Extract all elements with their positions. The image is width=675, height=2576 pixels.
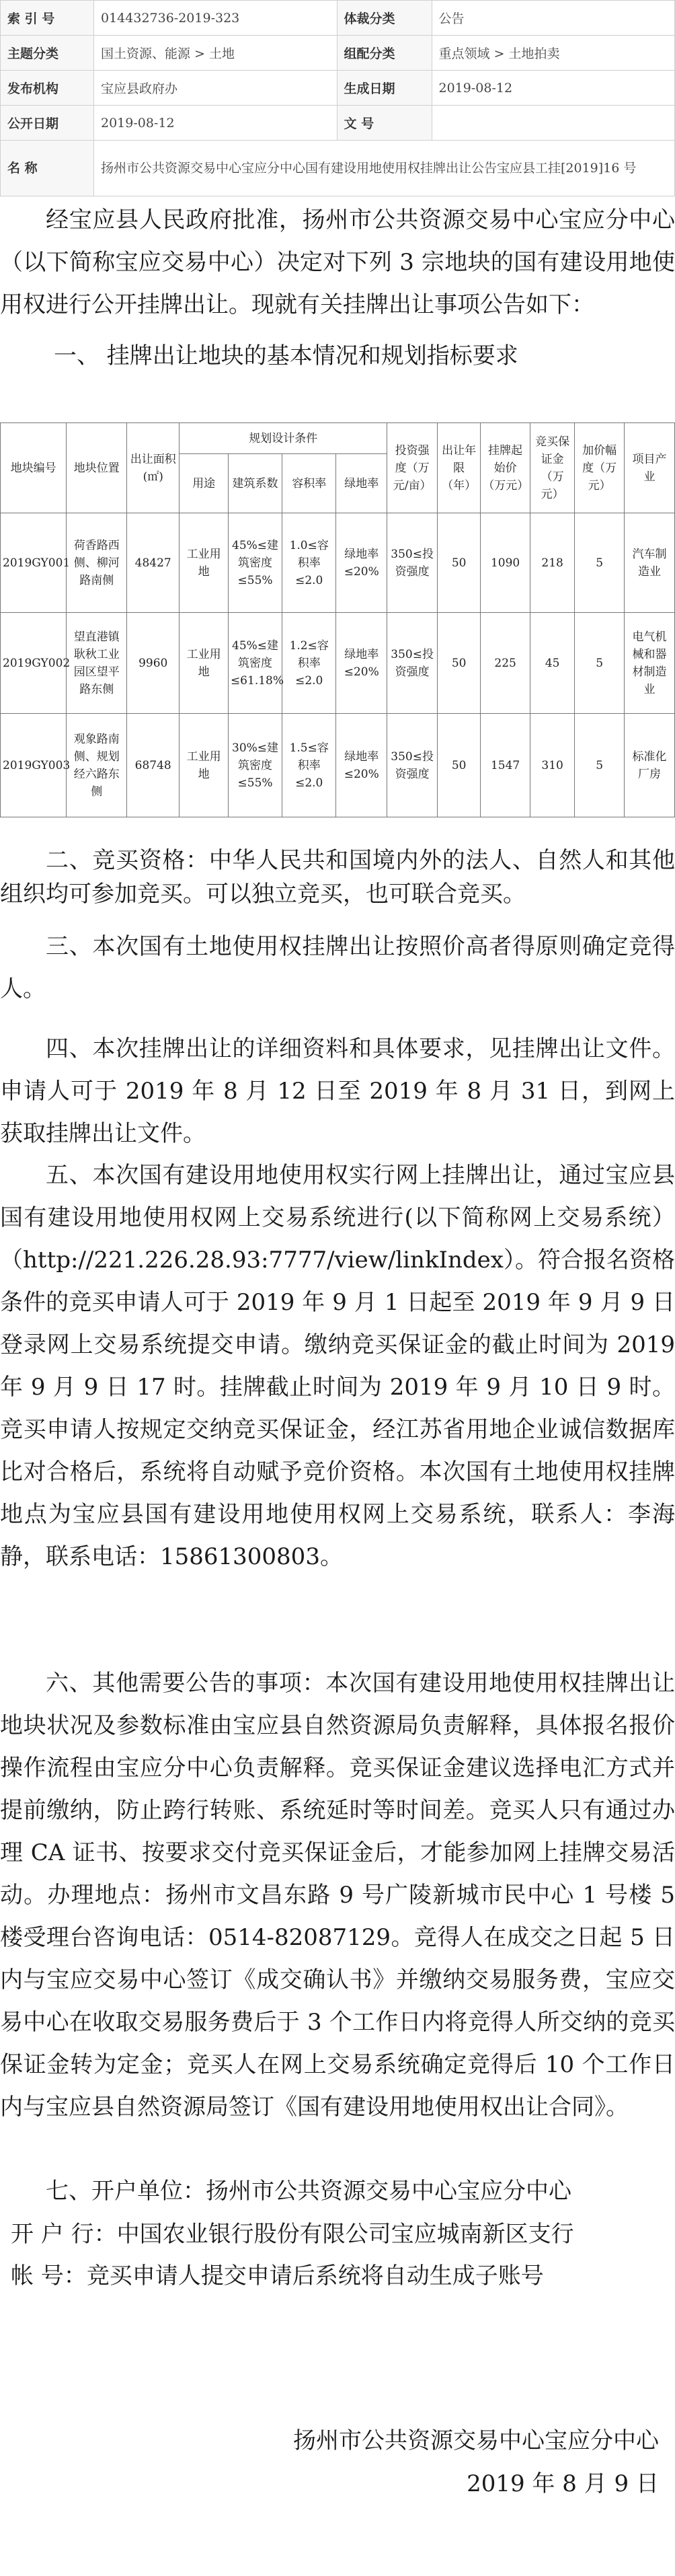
cell-id: 2019GY001 (1, 513, 67, 613)
cell-use: 工业用地 (180, 714, 229, 817)
cell-far: 1.5≤容积率≤2.0 (282, 714, 336, 817)
table-row (1, 613, 675, 714)
cell-use: 工业用地 (180, 613, 229, 714)
category-value: 公告 (432, 1, 675, 36)
cell-id: 2019GY002 (1, 613, 67, 714)
cell-start-price: 1547 (481, 714, 530, 817)
name-label: 名 称 (1, 141, 94, 196)
publisher-label: 发布机构 (1, 71, 94, 106)
cell-density: 45%≤建筑密度≤55% (228, 513, 282, 613)
cell-density: 45%≤建筑密度≤61.18% (228, 613, 282, 714)
bank-value: 中国农业银行股份有限公司宝应城南新区支行 (116, 2221, 574, 2248)
cell-green: 绿地率≤20% (336, 613, 387, 714)
header-deposit: 竞买保证金（万元） (530, 423, 575, 513)
cell-green: 绿地率≤20% (336, 513, 387, 613)
header-id: 地块编号 (1, 423, 67, 513)
cell-deposit: 310 (530, 714, 575, 817)
cell-id: 2019GY003 (1, 714, 67, 817)
cell-deposit: 45 (530, 613, 575, 714)
created-label: 生成日期 (337, 71, 432, 106)
created-value: 2019-08-12 (432, 71, 675, 106)
cell-invest: 350≤投资强度 (387, 613, 438, 714)
cell-increment: 5 (575, 613, 625, 714)
topic-label: 主题分类 (1, 36, 94, 71)
table-row (1, 513, 675, 613)
name-value: 扬州市公共资源交易中心宝应分中心国有建设用地使用权挂牌出让公告宝应县工挂[2019]16 号 (94, 141, 675, 196)
index-value: 014432736-2019-323 (94, 1, 338, 36)
header-density: 建筑系数 (228, 454, 282, 513)
intro-paragraph: 经宝应县人民政府批准，扬州市公共资源交易中心宝应分中心（以下简称宝应交易中心）决定对下列 3 宗地块的国有建设用地使用权进行公开挂牌出让。现就有关挂牌出让事项公告如下： (0, 207, 675, 318)
cell-location: 观象路南侧、规划经六路东侧 (67, 714, 127, 817)
account-label: 帐 号： (11, 2262, 87, 2289)
cell-invest: 350≤投资强度 (387, 714, 438, 817)
index-label: 索 引 号 (1, 1, 94, 36)
pubdate-value: 2019-08-12 (94, 106, 338, 141)
section-4-paragraph: 四、本次挂牌出让的详细资料和具体要求，见挂牌出让文件。申请人可于 2019 年 8 月 12 日至 2019 年 8 月 31 日，到网上获取挂牌出让文件。 (0, 1035, 675, 1147)
header-plan: 规划设计条件 (180, 423, 387, 454)
cell-start-price: 1090 (481, 513, 530, 613)
cell-area: 68748 (127, 714, 180, 817)
header-area: 出让面积(㎡) (127, 423, 180, 513)
docno-label: 文 号 (337, 106, 432, 141)
cell-industry: 电气机械和器材制造业 (625, 613, 675, 714)
category-label: 体裁分类 (337, 1, 432, 36)
section-2-paragraph: 二、竞买资格：中华人民共和国境内外的法人、自然人和其他组织均可参加竞买。可以独立竞买，也可联合竞买。 (0, 847, 675, 908)
header-location: 地块位置 (67, 423, 127, 513)
section-1-heading: 一、 挂牌出让地块的基本情况和规划指标要求 (54, 342, 518, 369)
meta-table (0, 0, 675, 196)
section-7-paragraph: 七、开户单位：扬州市公共资源交易中心宝应分中心 (46, 2178, 571, 2205)
cell-start-price: 225 (481, 613, 530, 714)
cell-far: 1.0≤容积率≤2.0 (282, 513, 336, 613)
cell-area: 9960 (127, 613, 180, 714)
org-class-value: 重点领域 > 土地拍卖 (432, 36, 675, 71)
cell-area: 48427 (127, 513, 180, 613)
publisher-value: 宝应县政府办 (94, 71, 338, 106)
cell-density: 30%≤建筑密度≤55% (228, 714, 282, 817)
cell-industry: 汽车制造业 (625, 513, 675, 613)
account-line (11, 2255, 670, 2297)
org-class-label: 组配分类 (337, 36, 432, 71)
cell-use: 工业用地 (180, 513, 229, 613)
cell-industry: 标准化厂房 (625, 714, 675, 817)
cell-years: 50 (438, 714, 481, 817)
header-use: 用途 (180, 454, 229, 513)
cell-green: 绿地率≤20% (336, 714, 387, 817)
cell-years: 50 (438, 613, 481, 714)
header-years: 出让年限（年） (438, 423, 481, 513)
section-6-paragraph: 六、其他需要公告的事项：本次国有建设用地使用权挂牌出让地块状况及参数标准由宝应县自然资源局负责解释，具体报名报价操作流程由宝应分中心负责解释。竞买保证金建议选择电汇方式并提前缴纳，防止跨行转账、系统延时等时间差。竞买人只有通过办理 CA 证书、按要求交付竞买保证金后，才能参加网上挂牌交易活动。办理地点：扬州市文昌东路 9 号广陵新城市民中心 1 号楼 5 楼受理台咨询电话：0514-82087129。竞得人在成交之日起 5 日内与宝应交易中心签订《成交确认书》并缴纳交易服务费，宝应交易中心在收取交易服务费后于 3 个工作日内将竞得人所交纳的竞买保证金转为定金；竞买人在网上交易系统确定竞得后 10 个工作日内与宝应县自然资源局签订《国有建设用地使用权出让合同》。 (0, 1670, 675, 2121)
cell-years: 50 (438, 513, 481, 613)
signature: 扬州市公共资源交易中心宝应分中心 (293, 2427, 659, 2454)
pubdate-label: 公开日期 (1, 106, 94, 141)
bank-line (11, 2213, 670, 2256)
topic-value: 国土资源、能源 > 土地 (94, 36, 338, 71)
cell-increment: 5 (575, 714, 625, 817)
cell-invest: 350≤投资强度 (387, 513, 438, 613)
account-value: 竞买申请人提交申请后系统将自动生成子账号 (86, 2262, 544, 2289)
bank-label: 开 户 行： (11, 2221, 117, 2248)
header-far: 容积率 (282, 454, 336, 513)
cell-location: 望直港镇耿秋工业园区望平路东侧 (67, 613, 127, 714)
header-industry: 项目产业 (625, 423, 675, 513)
header-green: 绿地率 (336, 454, 387, 513)
cell-increment: 5 (575, 513, 625, 613)
signature-date: 2019 年 8 月 9 日 (467, 2470, 659, 2497)
header-start-price: 挂牌起始价（万元） (481, 423, 530, 513)
cell-location: 荷香路西侧、柳河路南侧 (67, 513, 127, 613)
cell-deposit: 218 (530, 513, 575, 613)
section-5-paragraph: 五、本次国有建设用地使用权实行网上挂牌出让，通过宝应县国有建设用地使用权网上交易系统进行(以下简称网上交易系统）（http://221.226.28.93:7777/view/linkIndex）。符合报名资格条件的竞买申请人可于 2019 年 9 月 1 日起至 2019 年 9 月 9 日登录网上交易系统提交申请。缴纳竞买保证金的截止时间为 2019 年 9 月 9 日 17 时。挂牌截止时间为 2019 年 9 月 10 日 9 时。竞买申请人按规定交纳竞买保证金，经江苏省用地企业诚信数据库比对合格后，系统将自动赋予竞价资格。本次国有土地使用权挂牌地点为宝应县国有建设用地使用权网上交易系统，联系人：李海静，联系电话：15861300803。 (0, 1162, 675, 1570)
docno-value (432, 106, 675, 141)
table-row (1, 714, 675, 817)
header-increment: 加价幅度（万元） (575, 423, 625, 513)
plots-table (0, 422, 675, 817)
cell-far: 1.2≤容积率≤2.0 (282, 613, 336, 714)
section-3-paragraph: 三、本次国有土地使用权挂牌出让按照价高者得原则确定竞得人。 (0, 933, 675, 1002)
header-invest: 投资强度（万元/亩） (387, 423, 438, 513)
